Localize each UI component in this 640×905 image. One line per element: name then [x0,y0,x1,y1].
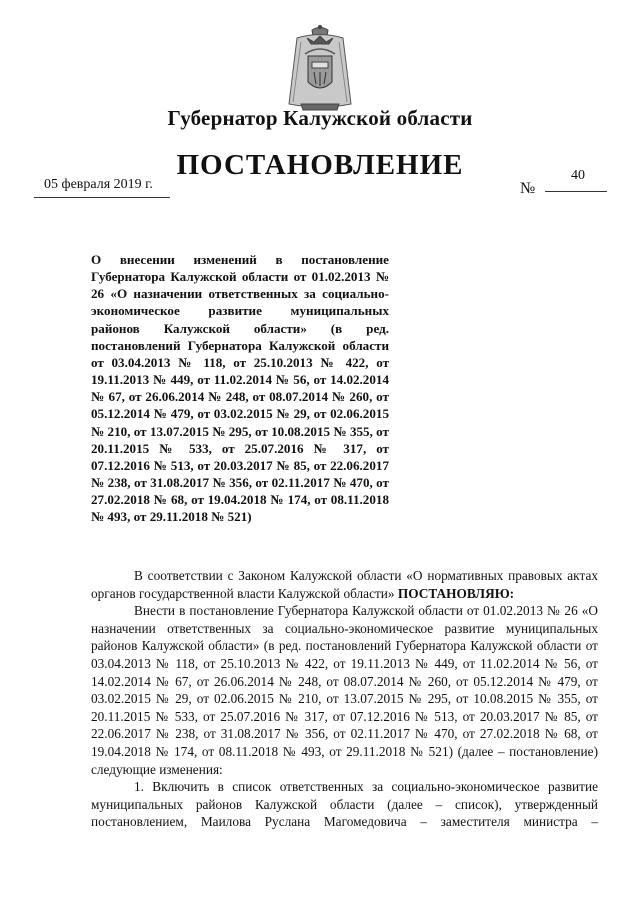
number-underline [545,191,607,192]
preamble-text: В соответствии с Законом Калужской области «О нормативных правовых актах органов государственной власти Калужской области» [91,568,598,601]
document-body [91,567,598,831]
document-date: 05 февраля 2019 г. [44,177,153,192]
item-1-paragraph: 1. Включить в список ответственных за социально-экономическое развитие муниципальных районов Калужской области (далее – список), утвержденный постановлением, Маилова Руслана Магомедовича – заместителя министра – [91,779,598,830]
document-subject: О внесении изменений в постановление Губернатора Калужской области от 01.02.2013 № 26 «О назначении ответственных за социально-экономическое развитие муниципальных районов Калужской области» (в ред. постановлений Губернатора Калужской области от 03.04.2013 № 118, от 25.10.2013 № 422, от 19.11.2013 № 449, от 11.02.2014 № 56, от 14.02.2014 № 67, от 26.06.2014 № 248, от 08.07.2014 № 260, от 05.12.2014 № 479, от 03.02.2015 № 29, от 02.06.2015 № 210, от 13.07.2015 № 295, от 10.08.2015 № 355, от 20.11.2015 № 533, от 25.07.2016 № 317, от 07.12.2016 № 513, от 20.03.2017 № 85, от 22.06.2017 № 238, от 31.08.2017 № 356, от 02.11.2017 № 470, от 27.02.2018 № 68, от 19.04.2018 № 174, от 08.11.2018 № 493, от 29.11.2018 № 521) [91,252,389,525]
coat-of-arms-icon [281,24,359,114]
document-number: 40 [571,168,585,183]
amendment-paragraph: Внести в постановление Губернатора Калужской области от 01.02.2013 № 26 «О назначении ответственных за социально-экономическое развитие муниципальных районов Калужской области» (в ред. постановлений Губернатора Калужской области от 03.04.2013 № 118, от 25.10.2013 № 422, от 19.11.2013 № 449, от 11.02.2014 № 56, от 14.02.2014 № 67, от 26.06.2014 № 248, от 08.07.2014 № 260, от 05.12.2014 № 479, от 03.02.2015 № 29, от 02.06.2015 № 210, от 13.07.2015 № 295, от 10.08.2015 № 355, от 20.11.2015 № 533, от 25.07.2016 № 317, от 07.12.2016 № 513, от 20.03.2017 № 85, от 22.06.2017 № 238, от 31.08.2017 № 356, от 02.11.2017 № 470, от 27.02.2018 № 68, от 19.04.2018 № 174, от 08.11.2018 № 493, от 29.11.2018 № 521) (далее – постановление) следующие изменения: [91,603,598,777]
decree-word: ПОСТАНОВЛЯЮ: [397,585,515,601]
date-underline [34,197,170,198]
number-sign: № [520,180,536,197]
issuing-authority: Губернатор Калужской области [167,106,473,130]
document-type-title: ПОСТАНОВЛЕНИЕ [176,149,464,181]
preamble-paragraph [91,567,598,602]
